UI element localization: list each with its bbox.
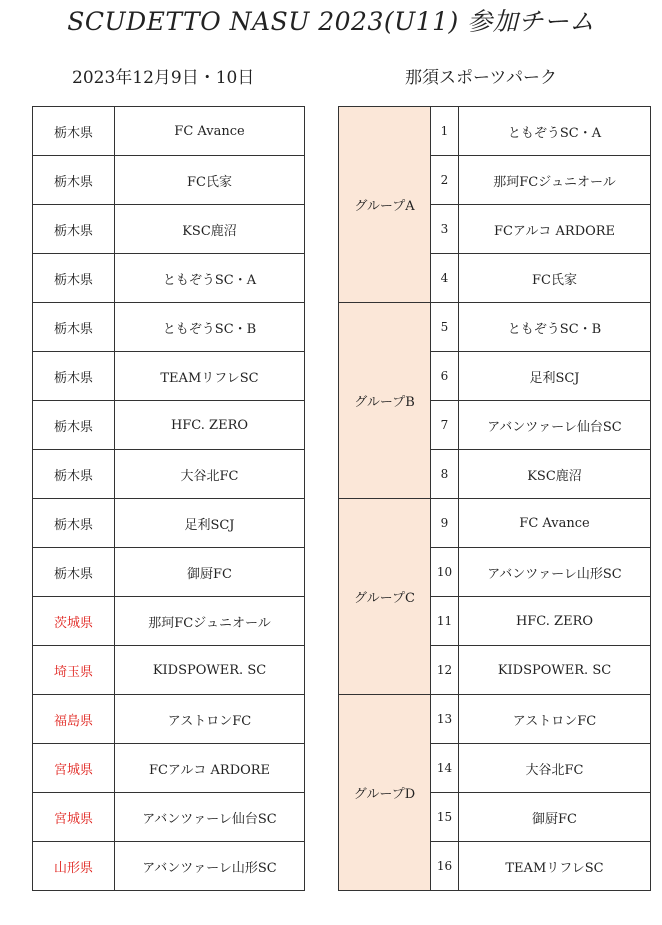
entry-team-cell: 足利SCJ [459,352,651,401]
entry-team-cell: 那珂FCジュニオール [459,156,651,205]
entry-number-cell: 11 [431,597,459,646]
team-row [33,499,305,548]
team-name-cell: 那珂FCジュニオール [115,597,305,646]
entry-number-cell: 10 [431,548,459,597]
team-row [33,156,305,205]
team-row [33,744,305,793]
team-name-cell: KIDSPOWER. SC [115,646,305,695]
entry-number-cell: 3 [431,205,459,254]
team-row [33,548,305,597]
team-name-cell: ともぞうSC・B [115,303,305,352]
group-entry-row [339,107,651,156]
entry-team-cell: ともぞうSC・A [459,107,651,156]
entry-team-cell: 御厨FC [459,793,651,842]
team-name-cell: FC氏家 [115,156,305,205]
prefecture-cell: 栃木県 [33,499,115,548]
team-name-cell: HFC. ZERO [115,401,305,450]
entry-number-cell: 16 [431,842,459,891]
prefecture-cell: 栃木県 [33,205,115,254]
team-name-cell: アバンツァーレ仙台SC [115,793,305,842]
team-row [33,254,305,303]
entry-team-cell: KSC鹿沼 [459,450,651,499]
prefecture-cell: 茨城県 [33,597,115,646]
participant-teams-table [32,106,305,891]
team-row [33,842,305,891]
team-row [33,646,305,695]
prefecture-cell: 栃木県 [33,450,115,499]
entry-team-cell: アバンツァーレ山形SC [459,548,651,597]
entry-team-cell: FC氏家 [459,254,651,303]
prefecture-cell: 宮城県 [33,744,115,793]
entry-team-cell: 大谷北FC [459,744,651,793]
event-venue: 那須スポーツパーク [405,68,557,88]
entry-team-cell: FCアルコ ARDORE [459,205,651,254]
entry-number-cell: 1 [431,107,459,156]
group-entry-row [339,303,651,352]
prefecture-cell: 埼玉県 [33,646,115,695]
entry-number-cell: 13 [431,695,459,744]
team-name-cell: 御厨FC [115,548,305,597]
entry-number-cell: 12 [431,646,459,695]
group-name-cell: グループB [339,303,431,499]
prefecture-cell: 栃木県 [33,107,115,156]
entry-team-cell: TEAMリフレSC [459,842,651,891]
prefecture-cell: 宮城県 [33,793,115,842]
team-name-cell: アストロンFC [115,695,305,744]
entry-number-cell: 8 [431,450,459,499]
team-row [33,205,305,254]
prefecture-cell: 山形県 [33,842,115,891]
group-name-cell: グループD [339,695,431,891]
entry-number-cell: 7 [431,401,459,450]
entry-team-cell: KIDSPOWER. SC [459,646,651,695]
event-date: 2023年12月9日・10日 [72,68,255,88]
entry-number-cell: 9 [431,499,459,548]
team-row [33,401,305,450]
team-name-cell: FCアルコ ARDORE [115,744,305,793]
prefecture-cell: 栃木県 [33,254,115,303]
group-draw-table [338,106,651,891]
entry-team-cell: ともぞうSC・B [459,303,651,352]
page-title: SCUDETTO NASU 2023(U11) 参加チーム [67,7,595,36]
team-row [33,695,305,744]
entry-team-cell: アバンツァーレ仙台SC [459,401,651,450]
prefecture-cell: 栃木県 [33,303,115,352]
team-name-cell: TEAMリフレSC [115,352,305,401]
prefecture-cell: 栃木県 [33,548,115,597]
prefecture-cell: 栃木県 [33,352,115,401]
entry-number-cell: 5 [431,303,459,352]
group-entry-row [339,499,651,548]
prefecture-cell: 栃木県 [33,156,115,205]
team-row [33,597,305,646]
entry-number-cell: 4 [431,254,459,303]
group-entry-row [339,695,651,744]
team-name-cell: FC Avance [115,107,305,156]
team-row [33,352,305,401]
team-name-cell: アバンツァーレ山形SC [115,842,305,891]
prefecture-cell: 福島県 [33,695,115,744]
team-row [33,107,305,156]
entry-team-cell: アストロンFC [459,695,651,744]
entry-number-cell: 2 [431,156,459,205]
team-name-cell: 大谷北FC [115,450,305,499]
team-name-cell: KSC鹿沼 [115,205,305,254]
group-name-cell: グループA [339,107,431,303]
team-row [33,793,305,842]
entry-team-cell: FC Avance [459,499,651,548]
entry-number-cell: 6 [431,352,459,401]
prefecture-cell: 栃木県 [33,401,115,450]
entry-number-cell: 14 [431,744,459,793]
group-name-cell: グループC [339,499,431,695]
team-row [33,450,305,499]
team-name-cell: 足利SCJ [115,499,305,548]
entry-number-cell: 15 [431,793,459,842]
team-row [33,303,305,352]
entry-team-cell: HFC. ZERO [459,597,651,646]
team-name-cell: ともぞうSC・A [115,254,305,303]
